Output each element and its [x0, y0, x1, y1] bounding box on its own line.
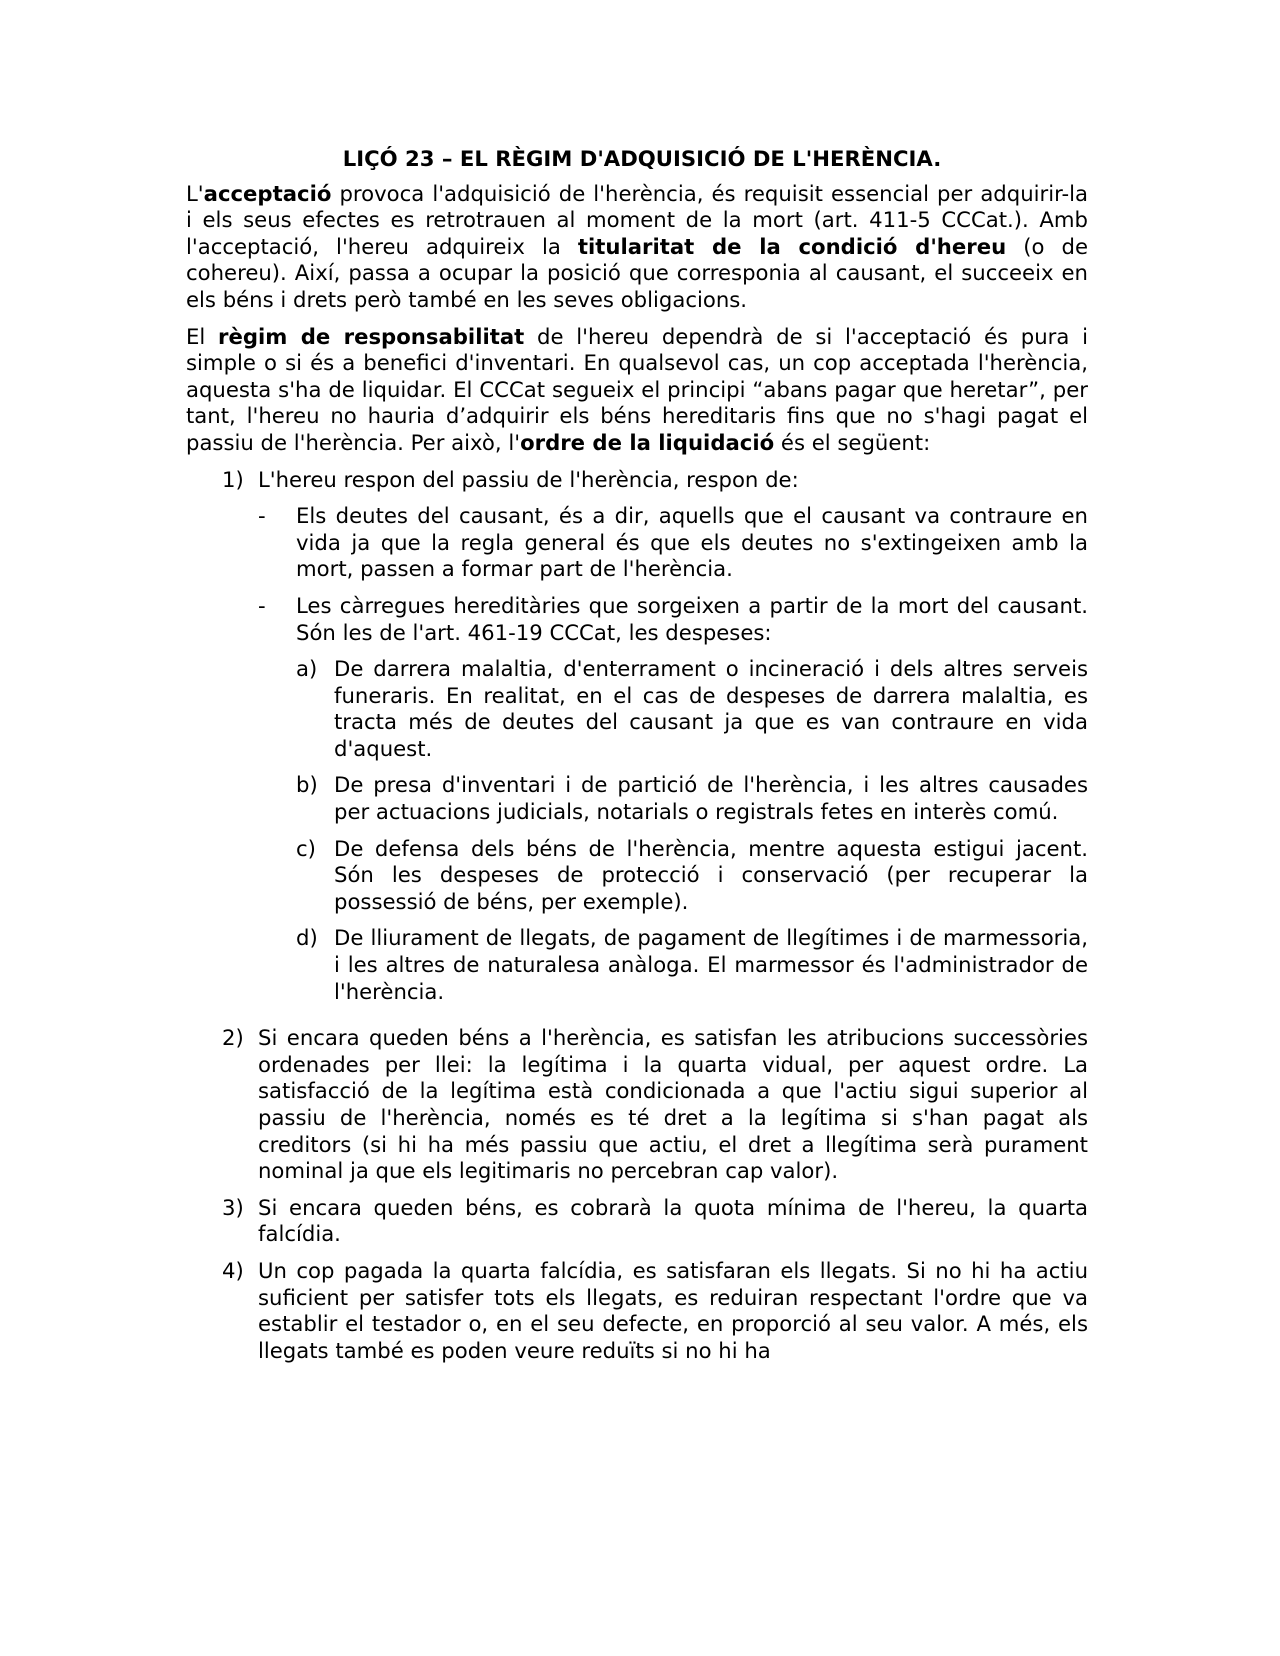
- list-item-text: De darrera malaltia, d'enterrament o incineració i dels altres serveis funeraris. En realitat, en el cas de despeses de darrera malaltia, es tracta més de deutes del causant ja que es van contraure en vida d'aquest.: [334, 656, 1088, 761]
- alpha-item-a: [296, 656, 1088, 762]
- list-item-text: Els deutes del causant, és a dir, aquells que el causant va contraure en vida ja que la regla general és que els deutes no s'extingeixen amb la mort, passen a formar part de l'herència.: [296, 503, 1088, 582]
- dash-list: [258, 503, 1088, 1005]
- list-item-text: Un cop pagada la quarta falcídia, es satisfaran els llegats. Si no hi ha actiu suficient per satisfer tots els llegats, es reduiran respectant l'ordre que va establir el testador o, en el seu defecte, en proporció al seu valor. A més, els llegats també es poden veure reduïts si no hi ha: [258, 1257, 1088, 1363]
- paragraph-text: és el següent:: [774, 429, 931, 455]
- list-marker: 1): [222, 466, 244, 492]
- paragraph-liability: [186, 324, 1088, 457]
- page-title: LIÇÓ 23 – EL RÈGIM D'ADQUISICIÓ DE L'HERÈNCIA.: [342, 146, 942, 171]
- numbered-item-3: [222, 1195, 1088, 1248]
- list-marker: -: [258, 592, 266, 618]
- bold-term: règim de responsabilitat: [218, 323, 525, 349]
- paragraph-text: provoca l'adquisició de l'herència, és requisit essencial per adquirir-la i els seus efectes es retrotrauen al moment de la mort (art. 411-5 CCCat.). Amb l'acceptació, l'hereu adquireix la: [186, 180, 1088, 259]
- alpha-list: [296, 656, 1088, 1005]
- document-page: [186, 146, 1088, 1374]
- list-item-text: Les càrregues hereditàries que sorgeixen a partir de la mort del causant. Són les de l'art. 461-19 CCCat, les despeses:: [296, 592, 1088, 645]
- list-marker: -: [258, 503, 266, 529]
- list-item-text: Si encara queden béns, es cobrarà la quota mínima de l'hereu, la quarta falcídia.: [258, 1194, 1088, 1247]
- list-item-text: Si encara queden béns a l'herència, es satisfan les atribucions successòries ordenades per llei: la legítima i la quarta vidual, per aquest ordre. La satisfacció de la legítima està condicionada a que l'actiu sigui superior al passiu de l'herència, només es té dret a la legítima si s'han pagat als creditors (si hi ha més passiu que actiu, el dret a llegítima serà purament nominal ja que els legitimaris no percebran cap valor).: [258, 1025, 1088, 1184]
- list-marker: 3): [222, 1194, 244, 1220]
- list-marker: c): [296, 835, 316, 861]
- list-marker: b): [296, 772, 318, 798]
- paragraph-text: (o de cohereu). Així, passa a ocupar la posició que corresponia al causant, el succeeix en els béns i drets però també en les seves obligacions.: [186, 233, 1088, 312]
- numbered-item-1: [222, 467, 1088, 1016]
- list-marker: 4): [222, 1257, 244, 1283]
- paragraph-text: de l'hereu dependrà de si l'acceptació és pura i simple o si és a benefici d'inventari. En qualsevol cas, un cop acceptada l'herència, aquesta s'ha de liquidar. El CCCat segueix el principi “abans pagar que heretar”, per tant, l'hereu no hauria d’adquirir els béns hereditaris fins que no s'hagi pagat el passiu de l'herència. Per això, l': [186, 323, 1088, 455]
- bold-term: titularitat de la condició d'hereu: [577, 233, 1007, 259]
- alpha-item-b: [296, 772, 1088, 825]
- paragraph-acceptance: [186, 181, 1088, 314]
- bold-term: acceptació: [203, 180, 332, 206]
- alpha-item-d: [296, 925, 1088, 1005]
- list-marker: a): [296, 656, 318, 682]
- dash-item-debts: [258, 503, 1088, 583]
- list-item-body: [258, 467, 1088, 1016]
- bold-term: ordre de la liquidació: [520, 429, 775, 455]
- list-marker: 2): [222, 1025, 244, 1051]
- numbered-item-4: [222, 1258, 1088, 1364]
- list-item-text: De defensa dels béns de l'herència, mentre aquesta estigui jacent. Són les despeses de protecció i conservació (per recuperar la possessió de béns, per exemple).: [334, 835, 1088, 914]
- paragraph-text: L': [186, 180, 204, 206]
- list-item-body: [296, 593, 1088, 1005]
- list-marker: d): [296, 925, 318, 951]
- dash-item-charges: [258, 593, 1088, 1005]
- numbered-list: [222, 467, 1088, 1365]
- list-item-text: De presa d'inventari i de partició de l'herència, i les altres causades per actuacions judicials, notarials o registrals fetes en interès comú.: [334, 772, 1088, 825]
- alpha-item-c: [296, 836, 1088, 916]
- paragraph-text: El: [186, 323, 219, 349]
- list-item-text: De lliurament de llegats, de pagament de llegítimes i de marmessoria, i les altres de naturalesa anàloga. El marmessor és l'administrador de l'herència.: [334, 925, 1088, 1004]
- list-item-text: L'hereu respon del passiu de l'herència, respon de:: [258, 466, 799, 492]
- numbered-item-2: [222, 1025, 1088, 1185]
